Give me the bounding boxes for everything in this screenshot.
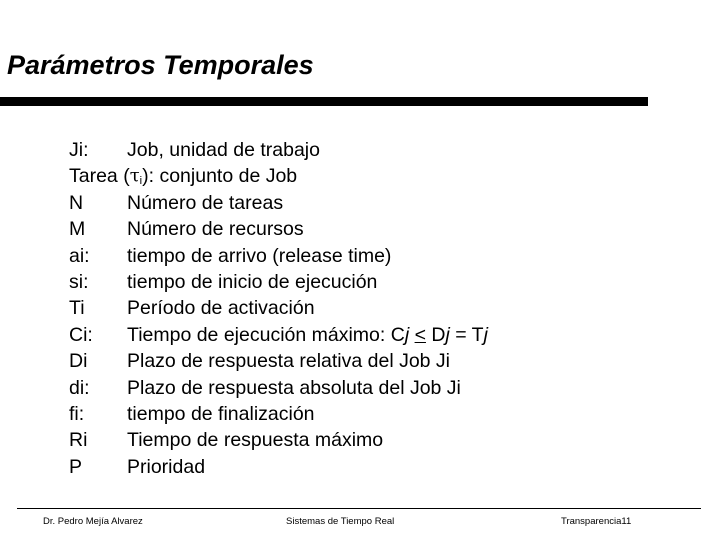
footer-author: Dr. Pedro Mejía Alvarez: [43, 516, 143, 527]
desc-ai: tiempo de arrivo (release time): [127, 244, 392, 267]
slide-title: Parámetros Temporales: [7, 50, 314, 80]
term-tarea-group: [69, 163, 297, 189]
desc-ji: Job, unidad de trabajo: [127, 139, 320, 161]
term-ci: Ci:: [69, 323, 93, 346]
term-si: si:: [69, 270, 89, 293]
desc-ti: Período de activación: [127, 297, 315, 320]
desc-m: Número de recursos: [127, 218, 304, 241]
tau-subscript: i: [139, 175, 143, 188]
definition-row-si: [69, 269, 488, 295]
term-ji: Ji:: [69, 139, 89, 161]
definition-row-n: [69, 190, 488, 216]
term-p: P: [69, 455, 83, 478]
definition-row-ci: [69, 322, 488, 348]
definition-row-fi: [69, 401, 488, 427]
desc-si: tiempo de inicio de ejecución: [127, 270, 378, 293]
definition-row-ai: [69, 243, 488, 269]
term-fi: fi:: [69, 402, 85, 425]
definition-row-m: [69, 216, 488, 242]
title-underline-bar: [0, 97, 648, 106]
term-di-absolute: di:: [69, 376, 90, 399]
desc-di-absolute: Plazo de respuesta absoluta del Job Ji: [127, 376, 461, 399]
footer-slide-number: Transparencia11: [561, 516, 632, 527]
tarea-paren-open: (: [117, 165, 130, 188]
definition-row-ji: [69, 137, 488, 163]
footer-course: Sistemas de Tiempo Real: [286, 516, 395, 527]
term-n: N: [69, 191, 84, 214]
term-ti: Ti: [69, 297, 85, 320]
desc-tarea: ): conjunto de Job: [142, 165, 298, 188]
desc-ci-prefix: Tiempo de ejecución máximo: C: [127, 323, 405, 346]
desc-ci-mid: D: [425, 323, 446, 346]
tau-symbol: τ: [129, 165, 140, 187]
definition-row-di-relative: [69, 348, 488, 374]
term-ri: Ri: [69, 429, 88, 452]
definition-row-p: [69, 454, 488, 480]
desc-ri: Tiempo de respuesta máximo: [127, 429, 384, 452]
desc-di-relative: Plazo de respuesta relativa del Job Ji: [127, 350, 451, 373]
term-tarea: Tarea: [69, 165, 118, 188]
desc-p: Prioridad: [127, 455, 206, 478]
desc-ci: [127, 322, 488, 348]
definition-row-di-absolute: [69, 375, 488, 401]
term-m: M: [69, 218, 86, 241]
var-j-1: j: [404, 323, 410, 346]
var-j-3: j: [483, 323, 488, 346]
less-equal-symbol: <: [414, 323, 426, 346]
desc-ci-eq: = T: [449, 323, 484, 346]
definition-row-tarea: [69, 163, 488, 189]
term-ai: ai:: [69, 244, 90, 267]
footer-divider: [17, 508, 701, 509]
definition-row-ri: [69, 427, 488, 453]
desc-fi: tiempo de finalización: [127, 402, 315, 425]
term-di-relative: Di: [69, 350, 88, 373]
var-j-2: j: [445, 323, 450, 346]
definitions-list: [69, 137, 488, 480]
desc-n: Número de tareas: [127, 191, 284, 214]
definition-row-ti: [69, 295, 488, 321]
